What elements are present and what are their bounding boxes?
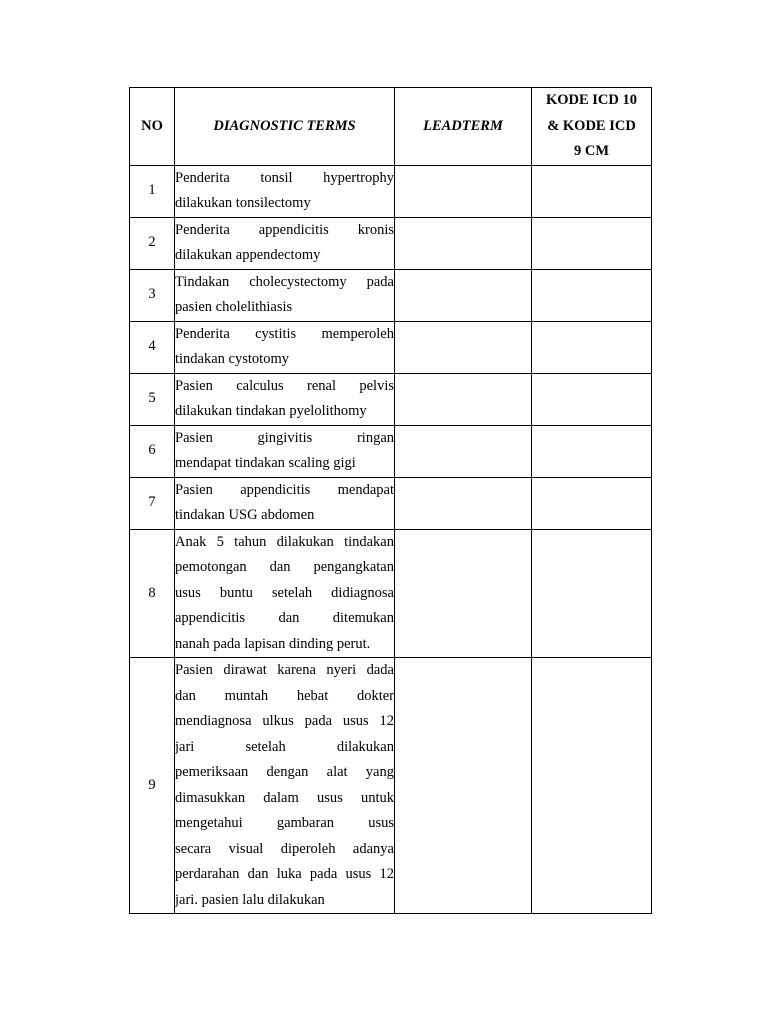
diagnostic-term-line: dilakukan tindakan pyelolithomy	[175, 403, 367, 419]
row-number: 6	[130, 425, 175, 477]
diagnostic-term-line: pemeriksaan dengan alat yang	[175, 764, 394, 780]
diagnostic-term-line: appendicitis dan ditemukan	[175, 610, 394, 626]
row-number: 2	[130, 217, 175, 269]
diagnostic-term-cell	[175, 165, 395, 217]
diagnostic-term-line: Pasien calculus renal pelvis	[175, 377, 394, 394]
diagnostic-term-cell	[175, 321, 395, 373]
diagnostic-term-cell	[175, 425, 395, 477]
header-no: NO	[130, 88, 175, 166]
row-number: 5	[130, 373, 175, 425]
diagnostic-term-line: mendapat tindakan scaling gigi	[175, 455, 356, 471]
table-row	[130, 269, 652, 321]
diagnostic-term-line: Pasien appendicitis mendapat	[175, 481, 394, 498]
table-row	[130, 529, 652, 658]
table-row	[130, 477, 652, 529]
diagnostic-term-line: Tindakan cholecystectomy pada	[175, 273, 394, 290]
kode-icd-cell[interactable]	[532, 373, 652, 425]
diagnostic-term-line: perdarahan dan luka pada usus 12	[175, 866, 394, 882]
icd-coding-table	[129, 87, 652, 914]
diagnostic-term-line: tindakan USG abdomen	[175, 507, 315, 523]
diagnostic-term-line: Penderita appendicitis kronis	[175, 221, 394, 238]
diagnostic-term-line: nanah pada lapisan dinding perut.	[175, 635, 371, 652]
row-number: 7	[130, 477, 175, 529]
header-kode-line: KODE ICD 10	[545, 92, 638, 108]
diagnostic-term-line: Penderita tonsil hypertrophy	[175, 169, 394, 186]
row-number: 9	[130, 658, 175, 914]
leadterm-cell[interactable]	[395, 217, 532, 269]
table-row	[130, 321, 652, 373]
diagnostic-term-line: dilakukan appendectomy	[175, 247, 321, 263]
leadterm-cell[interactable]	[395, 321, 532, 373]
diagnostic-term-line: jari. pasien lalu dilakukan	[175, 891, 325, 908]
table-header-row	[130, 88, 652, 166]
leadterm-cell[interactable]	[395, 477, 532, 529]
leadterm-cell[interactable]	[395, 165, 532, 217]
diagnostic-term-line: mengetahui gambaran usus	[175, 815, 394, 831]
leadterm-cell[interactable]	[395, 658, 532, 914]
header-kode-line: 9 CM	[573, 143, 610, 159]
row-number: 3	[130, 269, 175, 321]
table-row	[130, 165, 652, 217]
diagnostic-term-line: pemotongan dan pengangkatan	[175, 559, 394, 575]
diagnostic-term-cell	[175, 477, 395, 529]
kode-icd-cell[interactable]	[532, 477, 652, 529]
table-body	[130, 165, 652, 914]
kode-icd-cell[interactable]	[532, 217, 652, 269]
table-row	[130, 373, 652, 425]
leadterm-cell[interactable]	[395, 529, 532, 658]
diagnostic-term-line: secara visual diperoleh adanya	[175, 840, 394, 857]
kode-icd-cell[interactable]	[532, 425, 652, 477]
diagnostic-term-line: mendiagnosa ulkus pada usus 12	[175, 713, 394, 729]
table-row	[130, 217, 652, 269]
kode-icd-cell[interactable]	[532, 321, 652, 373]
table-row	[130, 658, 652, 914]
diagnostic-term-line: dan muntah hebat dokter	[175, 687, 394, 704]
diagnostic-term-line: jari setelah dilakukan	[175, 738, 394, 755]
diagnostic-term-line: Pasien gingivitis ringan	[175, 429, 394, 446]
diagnostic-term-line: Anak 5 tahun dilakukan tindakan	[175, 533, 394, 550]
row-number: 1	[130, 165, 175, 217]
leadterm-cell[interactable]	[395, 425, 532, 477]
diagnostic-term-cell	[175, 373, 395, 425]
kode-icd-cell[interactable]	[532, 165, 652, 217]
diagnostic-term-line: dilakukan tonsilectomy	[175, 195, 311, 211]
table-row	[130, 425, 652, 477]
kode-icd-cell[interactable]	[532, 529, 652, 658]
diagnostic-term-line: pasien cholelithiasis	[175, 299, 293, 315]
diagnostic-term-cell	[175, 658, 395, 914]
leadterm-cell[interactable]	[395, 373, 532, 425]
diagnostic-term-line: Penderita cystitis memperoleh	[175, 325, 394, 342]
header-kode-line: & KODE ICD	[547, 117, 636, 134]
diagnostic-term-line: Pasien dirawat karena nyeri dada	[175, 662, 394, 678]
diagnostic-term-line: tindakan cystotomy	[175, 351, 289, 367]
diagnostic-term-line: dimasukkan dalam usus untuk	[175, 789, 394, 806]
kode-icd-cell[interactable]	[532, 658, 652, 914]
diagnostic-term-cell	[175, 269, 395, 321]
diagnostic-term-cell	[175, 529, 395, 658]
header-leadterm: LEADTERM	[395, 88, 532, 166]
leadterm-cell[interactable]	[395, 269, 532, 321]
row-number: 4	[130, 321, 175, 373]
header-diagnostic-terms: DIAGNOSTIC TERMS	[175, 88, 395, 166]
diagnostic-term-line: usus buntu setelah didiagnosa	[175, 584, 394, 601]
header-kode-icd	[532, 88, 652, 166]
kode-icd-cell[interactable]	[532, 269, 652, 321]
row-number: 8	[130, 529, 175, 658]
diagnostic-term-cell	[175, 217, 395, 269]
